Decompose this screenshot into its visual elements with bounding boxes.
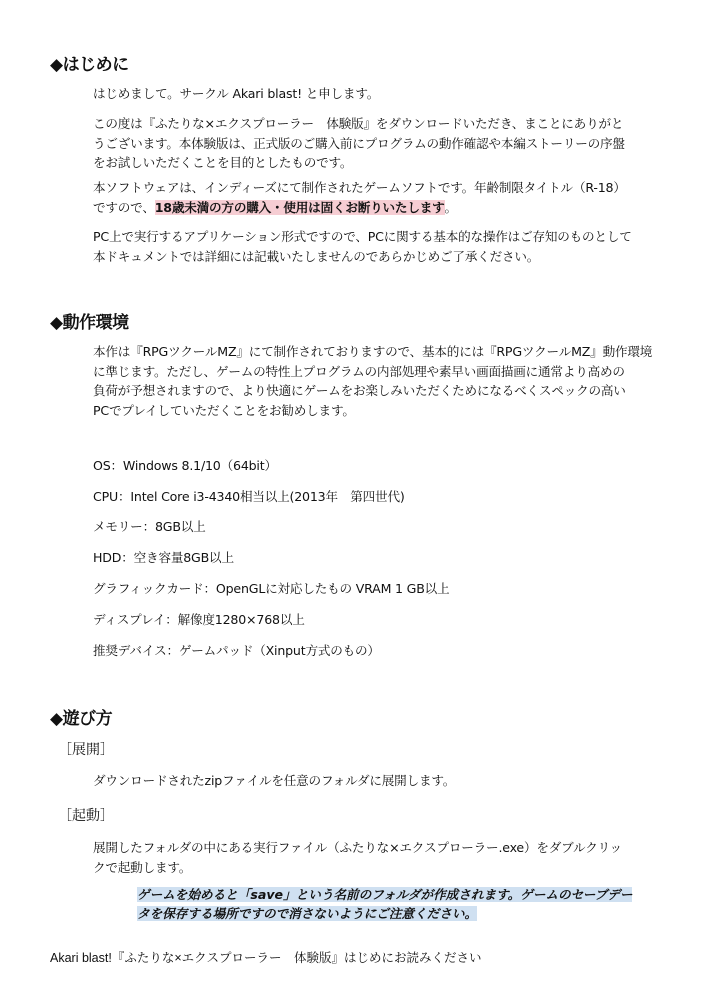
- text-line: タを保存する場所ですので消さないようにご注意ください。: [137, 906, 478, 921]
- launch-text: [93, 838, 663, 877]
- spec-cpu: CPU：Intel Core i3-4340相当以上(2013年 第四世代): [93, 489, 405, 504]
- text-line: [93, 198, 663, 218]
- text-line: 展開したフォルダの中にある実行ファイル（ふたりな×エクスプローラー.exe）をダブルクリッ: [93, 840, 622, 855]
- text-line: 本ソフトウェアは、インディーズにて制作されたゲームソフトです。年齢制限タイトル（R-18）: [93, 180, 626, 195]
- text: ですので、: [93, 199, 155, 215]
- page-footer: Akari blast!『ふたりな×エクスプローラー 体験版』はじめにお読みください: [50, 951, 482, 965]
- text-line: PC上で実行するアプリケーション形式ですので、PCに関する基本的な操作はご存知のものとして: [93, 229, 632, 244]
- save-folder-note: [137, 885, 632, 923]
- spec-display: ディスプレイ：解像度1280×768以上: [93, 612, 305, 627]
- label-launch: ［起動］: [58, 808, 114, 824]
- extract-text: ダウンロードされたzipファイルを任意のフォルダに展開します。: [93, 773, 456, 788]
- text-line: 本ドキュメントでは詳細には記載いたしませんのであらかじめご了承ください。: [93, 248, 540, 264]
- text-line: 負荷が予想されますので、より快適にゲームをお楽しみいただくためになるべくスペックの高い: [93, 383, 626, 398]
- spec-hdd: HDD：空き容量8GB以上: [93, 550, 234, 565]
- text-line: に準じます。ただし、ゲームの特性上プログラムの内部処理や素早い画面描画に通常より高めの: [93, 363, 625, 379]
- heading-howto: ◆遊び方: [50, 709, 113, 729]
- heading-environment: ◆動作環境: [50, 313, 129, 333]
- age-warning-highlight: 18歳未満の方の購入・使用は固くお断りいたします: [154, 199, 445, 215]
- environment-paragraph: [93, 342, 663, 420]
- text: 。: [444, 199, 457, 215]
- text-line: をお試しいただくことを目的としたものです。: [93, 155, 353, 170]
- text-line: 本作は『RPGツクールMZ』にて制作されておりますので、基本的には『RPGツクールMZ』動作環境: [93, 344, 653, 359]
- text-line: うございます。本体験版は、正式版のご購入前にプログラムの動作確認や本編ストーリーの序盤: [93, 135, 625, 151]
- intro-paragraph-4: [93, 227, 663, 266]
- text-line: ゲームを始めると「save」という名前のフォルダが作成されます。ゲームのセーブデー: [137, 887, 633, 902]
- label-extract: ［展開］: [58, 742, 114, 758]
- spec-os: OS：Windows 8.1/10（64bit）: [93, 458, 277, 473]
- intro-paragraph-2: [93, 114, 663, 173]
- text-line: PCでプレイしていただくことをお勧めします。: [93, 402, 355, 418]
- intro-paragraph-3: [93, 178, 663, 217]
- text-line: クで起動します。: [93, 859, 192, 875]
- intro-greeting: はじめまして。サークル Akari blast! と申します。: [93, 86, 380, 101]
- spec-device: 推奨デバイス：ゲームパッド（Xinput方式のもの）: [93, 643, 380, 658]
- heading-intro: ◆はじめに: [50, 55, 129, 75]
- text-line: この度は『ふたりな×エクスプローラー 体験版』をダウンロードいただき、まことにありがと: [93, 116, 624, 131]
- spec-graphics: グラフィックカード：OpenGLに対応したもの VRAM 1 GB以上: [93, 581, 450, 596]
- spec-memory: メモリー：8GB以上: [93, 519, 206, 534]
